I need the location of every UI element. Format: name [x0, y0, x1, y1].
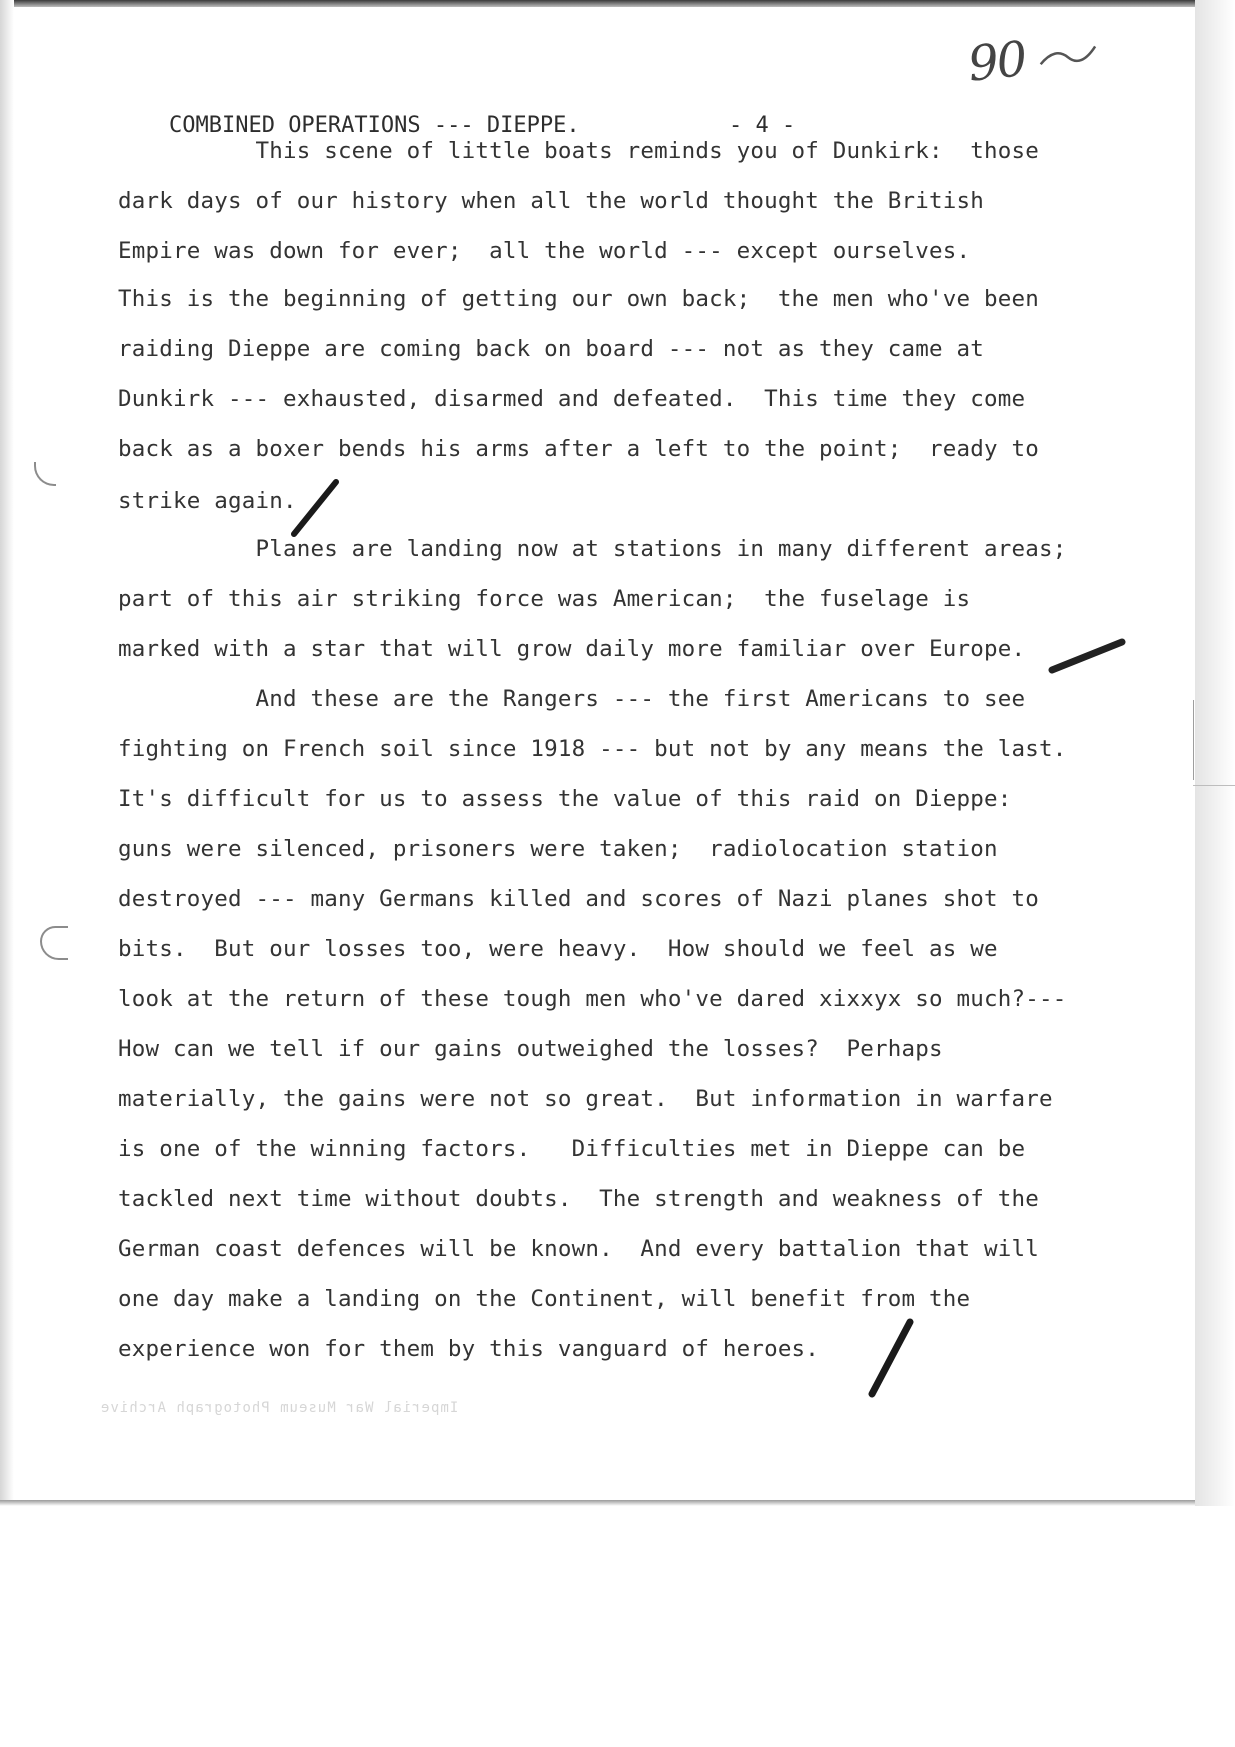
body-line: How can we tell if our gains outweighed the losses? Perhaps: [118, 1036, 943, 1062]
body-line: back as a boxer bends his arms after a left to the point; ready to: [118, 436, 1039, 462]
body-line: dark days of our history when all the world thought the British: [118, 188, 985, 214]
margin-bracket-mark: [34, 462, 56, 486]
right-margin-tick: [1193, 785, 1235, 786]
body-line: strike again.: [118, 488, 297, 514]
body-line: Empire was down for ever; all the world --- except ourselves.: [118, 238, 971, 264]
scan-background: [0, 1506, 1235, 1747]
body-line: Planes are landing now at stations in many different areas;: [118, 536, 1067, 562]
body-line: fighting on French soil since 1918 --- but not by any means the last.: [118, 736, 1067, 762]
pen-slash-mark: [1048, 636, 1128, 676]
scan-top-edge: [0, 0, 1235, 7]
right-margin-line: [1193, 700, 1194, 780]
handwritten-page-number-text: 90: [965, 30, 1029, 93]
body-line: materially, the gains were not so great. But information in warfare: [118, 1086, 1053, 1112]
body-line: It's difficult for us to assess the value of this raid on Dieppe:: [118, 786, 1012, 812]
body-line: marked with a star that will grow daily more familiar over Europe.: [118, 636, 1026, 662]
body-line: look at the return of these tough men who've dared xixxyx so much?---: [118, 986, 1067, 1012]
scan-right-edge: [1195, 0, 1235, 1747]
body-line: This is the beginning of getting our own back; the men who've been: [118, 286, 1039, 312]
faint-archive-stamp: Imperial War Museum Photograph Archive: [100, 1400, 459, 1416]
body-line: And these are the Rangers --- the first Americans to see: [118, 686, 1026, 712]
body-line: guns were silenced, prisoners were taken; radiolocation station: [118, 836, 998, 862]
handwritten-page-number: [965, 23, 1100, 92]
body-line: one day make a landing on the Continent, will benefit from the: [118, 1286, 971, 1312]
pen-slash-mark: [866, 1318, 916, 1398]
body-line: raiding Dieppe are coming back on board --- not as they came at: [118, 336, 985, 362]
body-line: bits. But our losses too, were heavy. How should we feel as we: [118, 936, 998, 962]
body-line: part of this air striking force was American; the fuselage is: [118, 586, 971, 612]
margin-bracket-mark: [40, 926, 68, 960]
body-line: German coast defences will be known. And every battalion that will: [118, 1236, 1039, 1262]
body-line: experience won for them by this vanguard of heroes.: [118, 1336, 820, 1362]
pen-slash-mark: [290, 478, 340, 538]
body-line: is one of the winning factors. Difficulties met in Dieppe can be: [118, 1136, 1026, 1162]
header-page-marker: - 4 -: [728, 113, 796, 138]
body-line: Dunkirk --- exhausted, disarmed and defeated. This time they come: [118, 386, 1026, 412]
body-line: This scene of little boats reminds you of Dunkirk: those: [118, 138, 1039, 164]
scan-left-edge: [0, 0, 14, 1500]
body-line: destroyed --- many Germans killed and scores of Nazi planes shot to: [118, 886, 1039, 912]
handwritten-flourish: [1037, 40, 1100, 76]
header-title: COMBINED OPERATIONS --- DIEPPE.: [168, 113, 580, 138]
body-line: tackled next time without doubts. The strength and weakness of the: [118, 1186, 1039, 1212]
